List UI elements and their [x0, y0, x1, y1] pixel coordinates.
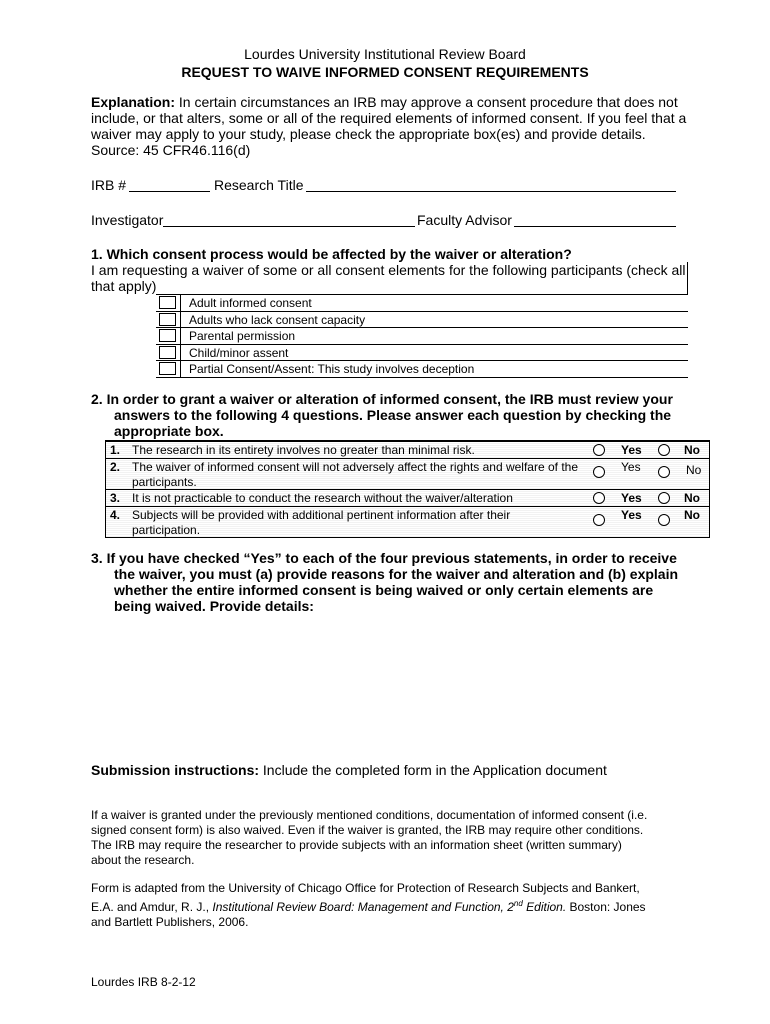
investigator-field[interactable]	[163, 212, 415, 227]
q2-q4-yes-radio[interactable]	[593, 514, 605, 526]
q2-question-text: The waiver of informed consent will not adversely affect the rights and welfare of the participants.	[132, 460, 579, 489]
q2-heading	[91, 391, 711, 439]
q1-column-divider	[180, 328, 181, 344]
q2-question-row	[106, 458, 709, 489]
q1-column-divider	[180, 312, 181, 328]
explanation-line-1: In certain circumstances an IRB may approve a consent procedure that does not	[178, 94, 678, 110]
waiver-note	[91, 808, 711, 868]
q1-checkbox-child-assent[interactable]	[159, 346, 176, 359]
q1-options-table	[156, 294, 688, 378]
q3-heading-line-2: the waiver, you must (a) provide reasons for the waiver and alteration and (b) explain	[114, 566, 679, 582]
irb-label: IRB #	[91, 177, 127, 193]
q2-question-number: 2.	[110, 460, 121, 474]
citation-line-1: Form is adapted from the University of Chicago Office for Protection of Research Subjects and Bankert,	[91, 881, 640, 895]
q3-heading-line-3: whether the entire informed consent is being waived or only certain elements are	[114, 582, 654, 598]
q1-option-row	[156, 294, 688, 311]
research-title-label: Research Title	[214, 177, 304, 193]
explanation	[91, 94, 691, 158]
q1-option-row	[156, 311, 688, 328]
q1-option-row	[156, 360, 688, 378]
submission-instructions	[91, 762, 607, 778]
q3-heading-line-4: being waived. Provide details:	[114, 598, 314, 614]
citation-edition: Edition.	[522, 900, 567, 914]
submission-label: Submission instructions:	[91, 762, 260, 778]
q2-heading-line-1: 2. In order to grant a waiver or alteration of informed consent, the IRB must review your	[91, 391, 673, 407]
q2-question-row	[106, 506, 709, 537]
explanation-line-2: include, or that alters, some or all of the required elements of informed consent. If you feel that a	[91, 110, 687, 126]
citation-edition-superscript: nd	[513, 899, 523, 908]
q2-yes-label: Yes	[621, 460, 641, 474]
q1-option-row	[156, 327, 688, 344]
q2-q4-no-radio[interactable]	[658, 514, 670, 526]
q1-column-divider	[180, 345, 181, 361]
footer-version: Lourdes IRB 8-2-12	[91, 975, 196, 989]
q2-no-label: No	[686, 463, 702, 477]
q2-no-label: No	[684, 443, 700, 457]
q1-option-label: Adult informed consent	[189, 296, 312, 310]
q2-q1-yes-radio[interactable]	[593, 444, 605, 456]
q1-checkbox-adult-consent[interactable]	[159, 296, 176, 309]
q1-checkbox-partial-consent[interactable]	[159, 362, 176, 375]
q1-option-label: Child/minor assent	[189, 345, 289, 360]
q3-details-area[interactable]	[114, 625, 694, 750]
q2-question-number: 1.	[110, 443, 121, 457]
waiver-note-line-1: If a waiver is granted under the previously mentioned conditions, documentation of informed consent (i.e.	[91, 808, 648, 822]
q2-q3-no-radio[interactable]	[658, 492, 670, 504]
citation-authors: E.A. and Amdur, R. J.,	[91, 900, 213, 914]
q2-yes-label: Yes	[621, 508, 642, 522]
q2-heading-line-3: appropriate box.	[114, 423, 224, 439]
submission-text: Include the completed form in the Application document	[262, 762, 607, 778]
citation-book-title: Institutional Review Board: Management and Function, 2	[212, 900, 514, 914]
citation-line-3: and Bartlett Publishers, 2006.	[91, 915, 249, 929]
q2-question-number: 4.	[110, 508, 121, 522]
faculty-advisor-label: Faculty Advisor	[417, 212, 512, 228]
q2-q3-yes-radio[interactable]	[593, 492, 605, 504]
q2-no-label: No	[684, 491, 700, 505]
citation	[91, 881, 711, 930]
waiver-note-line-3: The IRB may require the researcher to provide subjects with an information sheet (written summary)	[91, 838, 622, 852]
org-name: Lourdes University Institutional Review Board	[244, 46, 526, 62]
explanation-line-4: Source: 45 CFR46.116(d)	[91, 142, 251, 158]
q1-intro-line-1: I am requesting a waiver of some or all consent elements for the following participants (check all	[91, 262, 686, 278]
q1-column-divider	[180, 295, 181, 311]
explanation-label: Explanation:	[91, 94, 176, 110]
q2-q2-yes-radio[interactable]	[593, 466, 605, 478]
q2-question-text: It is not practicable to conduct the research without the waiver/alteration	[132, 491, 513, 505]
q1-checkbox-parental-permission[interactable]	[159, 329, 176, 342]
q1-checkbox-adults-lack-capacity[interactable]	[159, 313, 176, 326]
waiver-note-line-2: signed consent form) is also waived. Even if the waiver is granted, the IRB may require other conditions.	[91, 823, 644, 837]
q2-heading-line-2: answers to the following 4 questions. Please answer each question by checking the	[114, 407, 672, 423]
q1-column-divider	[180, 361, 181, 377]
q2-yes-label: Yes	[621, 491, 642, 505]
research-title-field[interactable]	[306, 177, 676, 192]
q2-no-label: No	[684, 508, 700, 522]
q2-q2-no-radio[interactable]	[658, 466, 670, 478]
q3-heading-line-1: 3. If you have checked “Yes” to each of the four previous statements, in order to receive	[91, 550, 677, 566]
q1-option-label: Adults who lack consent capacity	[189, 312, 366, 327]
q2-question-row	[106, 441, 709, 458]
faculty-advisor-field[interactable]	[514, 212, 676, 227]
q2-question-text: Subjects will be provided with additional pertinent information after their participation.	[132, 508, 511, 537]
q2-questions-table	[105, 440, 710, 538]
investigator-label: Investigator	[91, 212, 164, 228]
q1-option-label: Parental permission	[189, 329, 296, 343]
q2-yes-label: Yes	[621, 443, 642, 457]
q1-option-label: Partial Consent/Assent: This study involves deception	[189, 362, 475, 376]
q1-intro	[91, 262, 691, 294]
q2-question-text: The research in its entirety involves no greater than minimal risk.	[132, 443, 475, 457]
q3-heading	[91, 550, 711, 614]
q1-option-row	[156, 344, 688, 361]
page-title: REQUEST TO WAIVE INFORMED CONSENT REQUIREMENTS	[181, 64, 589, 80]
citation-publisher-city: Boston: Jones	[566, 900, 646, 914]
explanation-line-3: waiver may apply to your study, please check the appropriate box(es) and provide details.	[91, 126, 646, 142]
citation-line-2	[91, 896, 711, 915]
q1-frame-edge	[687, 262, 688, 294]
q2-question-number: 3.	[110, 491, 121, 505]
q1-heading: 1. Which consent process would be affected by the waiver or alteration?	[91, 246, 572, 262]
irb-number-field[interactable]	[129, 177, 210, 192]
q2-question-row	[106, 489, 709, 506]
q1-intro-line-2: that apply)	[91, 278, 157, 294]
q2-q1-no-radio[interactable]	[658, 444, 670, 456]
waiver-note-line-4: about the research.	[91, 853, 195, 867]
